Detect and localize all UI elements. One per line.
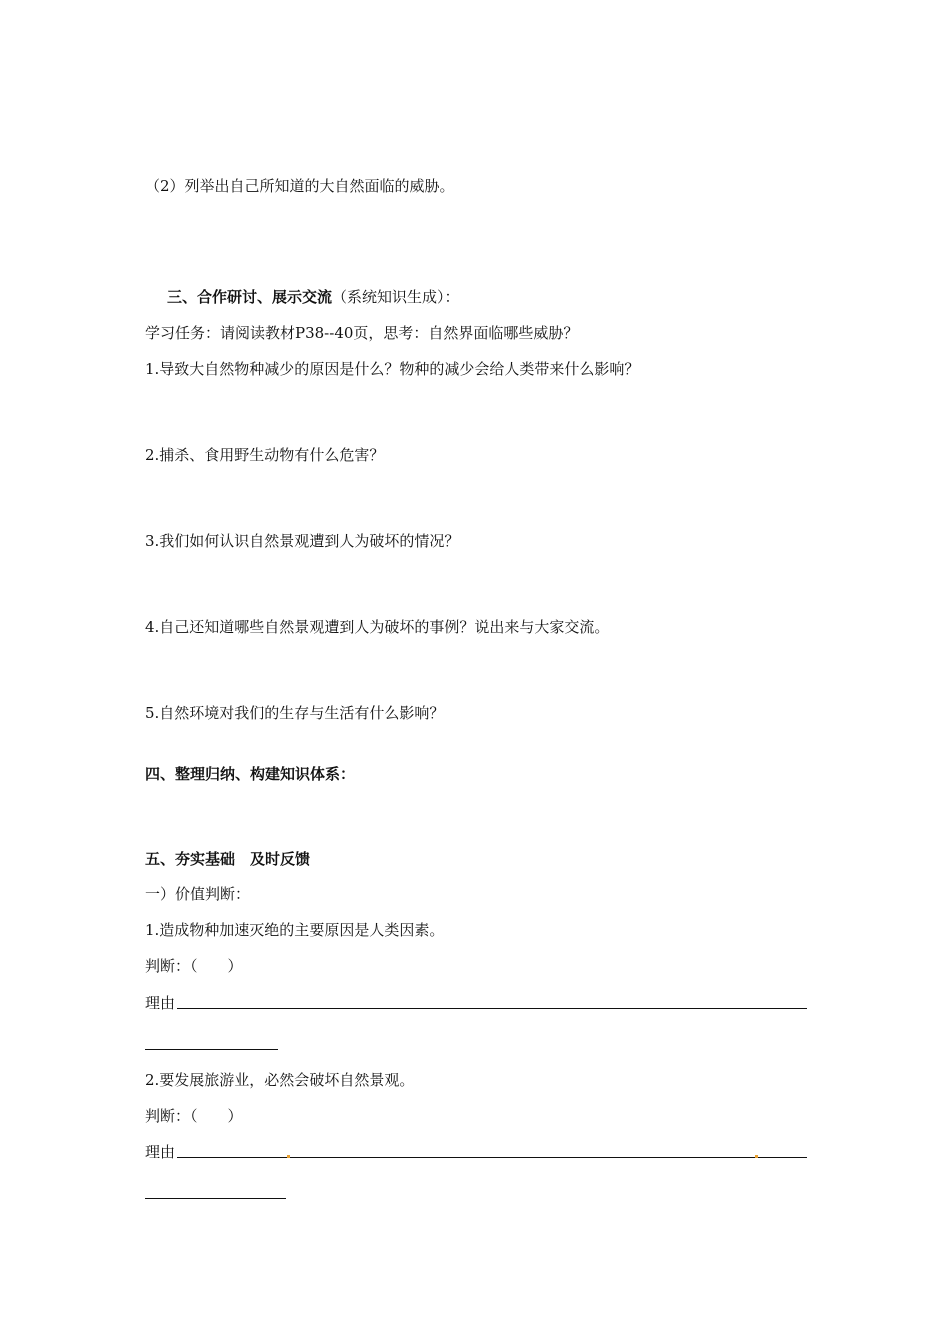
list-threats-question: （2）列举出自己所知道的大自然面临的威胁。 — [145, 177, 455, 195]
question-1: 1.导致大自然物种减少的原因是什么？物种的减少会给人类带来什么影响？ — [145, 360, 640, 378]
judge-1-judgment: 判断：（ ） — [145, 957, 243, 975]
judge-2-reason-line — [177, 1157, 807, 1158]
section-3-heading — [167, 287, 460, 307]
question-2: 2.捕杀、食用野生动物有什么危害？ — [145, 446, 385, 464]
question-5: 5.自然环境对我们的生存与生活有什么影响？ — [145, 704, 445, 722]
stray-mark — [287, 1155, 290, 1158]
question-4: 4.自己还知道哪些自然景观遭到人为破坏的事例？说出来与大家交流。 — [145, 618, 610, 636]
judge-2-reason-line-continued — [145, 1198, 286, 1199]
subsection-value-judgment: 一）价值判断： — [145, 885, 251, 903]
judge-1-reason-label: 理由 — [145, 994, 176, 1012]
judge-2-reason-label: 理由 — [145, 1143, 176, 1161]
section-4-heading: 四、整理归纳、构建知识体系： — [145, 765, 356, 783]
stray-mark — [755, 1155, 758, 1158]
learning-task: 学习任务：请阅读教材P38--40页，思考：自然界面临哪些威胁？ — [145, 324, 579, 342]
judge-1-reason-line — [177, 1008, 807, 1009]
judge-1-reason-line-continued — [145, 1049, 278, 1050]
section-5-heading: 五、夯实基础 及时反馈 — [145, 850, 311, 868]
judge-2-judgment: 判断：（ ） — [145, 1107, 243, 1125]
section-3-subtitle: （系统知识生成）： — [332, 288, 460, 306]
judge-1-statement: 1.造成物种加速灭绝的主要原因是人类因素。 — [145, 921, 445, 939]
section-3-title: 三、合作研讨、展示交流 — [167, 288, 333, 306]
judge-2-statement: 2.要发展旅游业，必然会破坏自然景观。 — [145, 1071, 415, 1089]
question-3: 3.我们如何认识自然景观遭到人为破坏的情况？ — [145, 532, 460, 550]
